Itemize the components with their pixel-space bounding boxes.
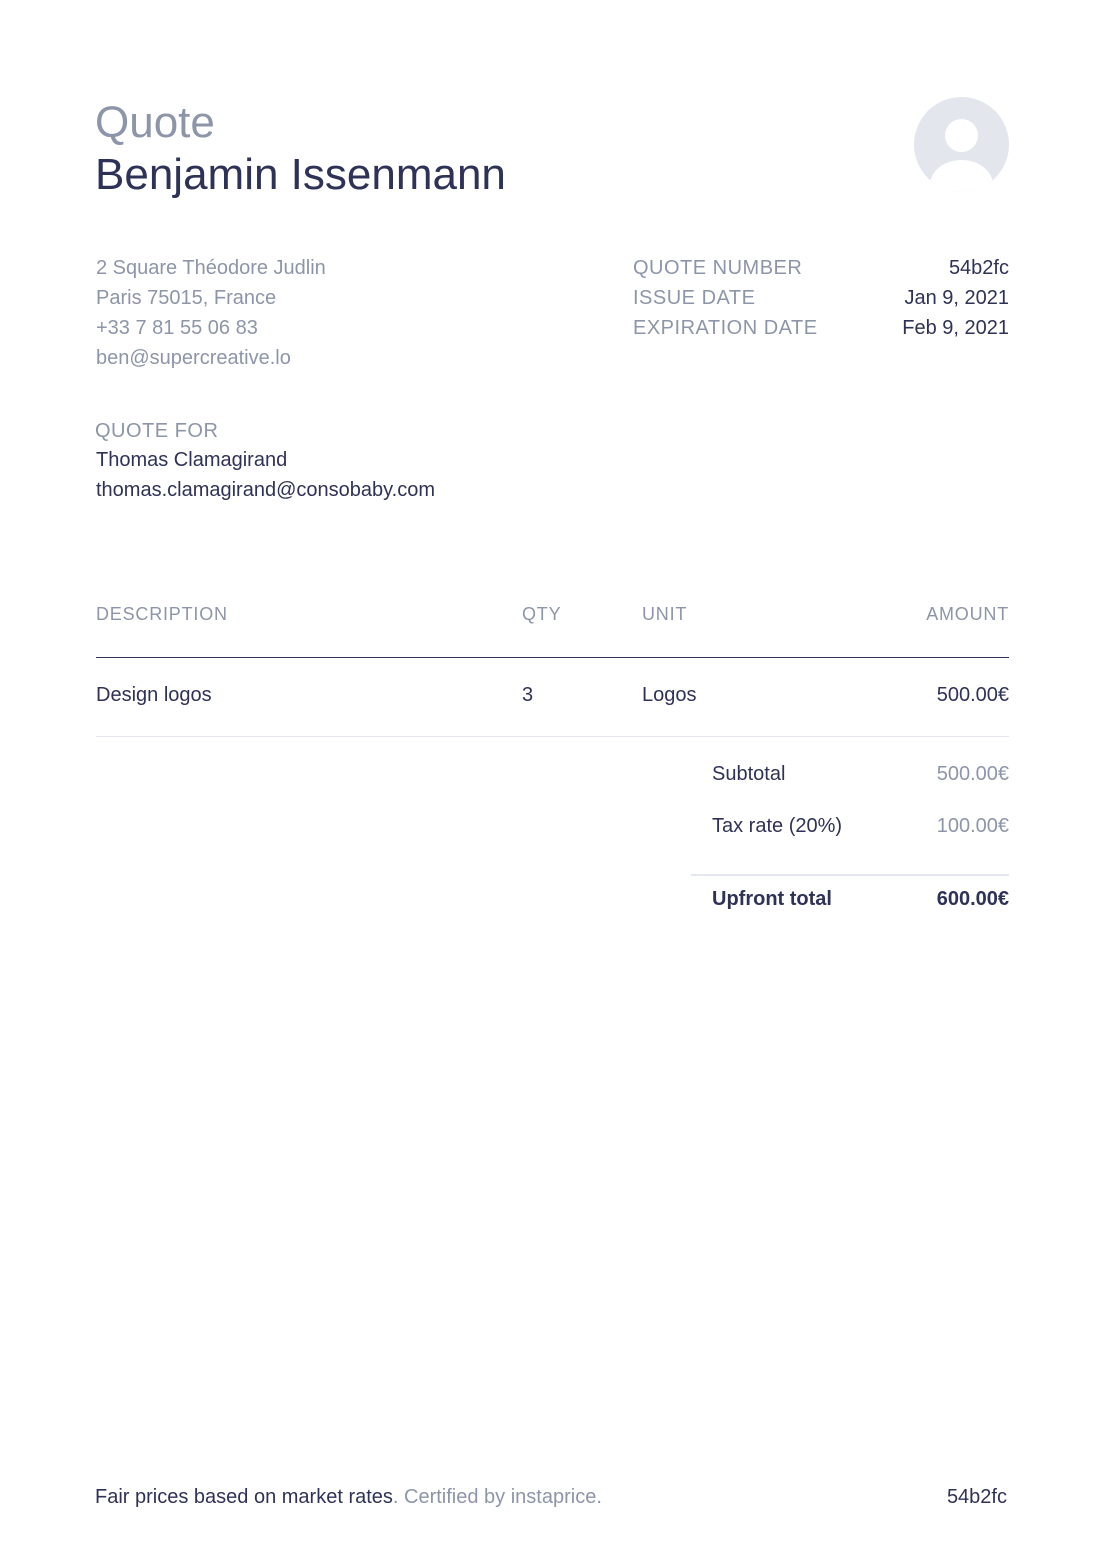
tax-row: [712, 815, 1009, 843]
subtotal-label: Subtotal: [712, 763, 786, 785]
sender-phone: +33 7 81 55 06 83: [96, 317, 258, 339]
column-header-unit: UNIT: [642, 604, 688, 624]
expiration-date-value: Feb 9, 2021: [902, 317, 1009, 339]
issue-date-value: Jan 9, 2021: [904, 287, 1009, 309]
table-row: [96, 684, 1009, 712]
avatar-body: [930, 160, 993, 192]
client-email: thomas.clamagirand@consobaby.com: [96, 479, 435, 501]
issue-date-label: ISSUE DATE: [633, 287, 756, 309]
issue-date-row: [633, 283, 1009, 313]
sender-address-line1: 2 Square Théodore Judlin: [96, 257, 326, 279]
expiration-date-row: [633, 313, 1009, 343]
quote-number-value: 54b2fc: [948, 257, 1009, 279]
item-unit: Logos: [642, 684, 697, 706]
total-row: [712, 888, 1009, 916]
column-header-qty: QTY: [522, 604, 562, 624]
sender-details: [96, 253, 326, 373]
quote-number-label: QUOTE NUMBER: [633, 257, 803, 279]
quote-number-row: [633, 253, 1009, 283]
user-avatar-icon: [914, 97, 1009, 192]
footer-note: [95, 1484, 602, 1510]
client-details: [96, 445, 435, 505]
total-value: 600.00€: [936, 888, 1009, 910]
client-name: Thomas Clamagirand: [96, 449, 288, 471]
footer-statement: Fair prices based on market rates: [95, 1486, 393, 1508]
row-divider: [96, 736, 1009, 737]
owner-name: Benjamin Issenmann: [95, 150, 506, 199]
header-divider: [96, 657, 1009, 658]
column-header-amount: AMOUNT: [926, 604, 1009, 624]
tax-value: 100.00€: [936, 815, 1009, 837]
item-qty: 3: [522, 684, 534, 706]
total-label: Upfront total: [712, 888, 832, 910]
sender-email: ben@supercreative.lo: [96, 347, 291, 369]
subtotal-row: [712, 763, 1009, 791]
quote-meta: [633, 253, 1009, 343]
quote-for-label: QUOTE FOR: [95, 420, 219, 442]
item-description: Design logos: [96, 684, 212, 706]
items-table-header: [96, 604, 1009, 630]
footer-reference: 54b2fc: [946, 1486, 1007, 1508]
sender-address-line2: Paris 75015, France: [96, 287, 277, 309]
footer-certification: . Certified by instaprice.: [392, 1486, 602, 1508]
tax-label: Tax rate (20%): [712, 815, 843, 837]
subtotal-value: 500.00€: [936, 763, 1009, 785]
totals-divider: [691, 874, 1009, 876]
avatar-head: [945, 119, 978, 152]
document-type: Quote: [95, 98, 215, 147]
expiration-date-label: EXPIRATION DATE: [633, 317, 818, 339]
item-amount: 500.00€: [936, 684, 1009, 706]
column-header-description: DESCRIPTION: [96, 604, 228, 624]
